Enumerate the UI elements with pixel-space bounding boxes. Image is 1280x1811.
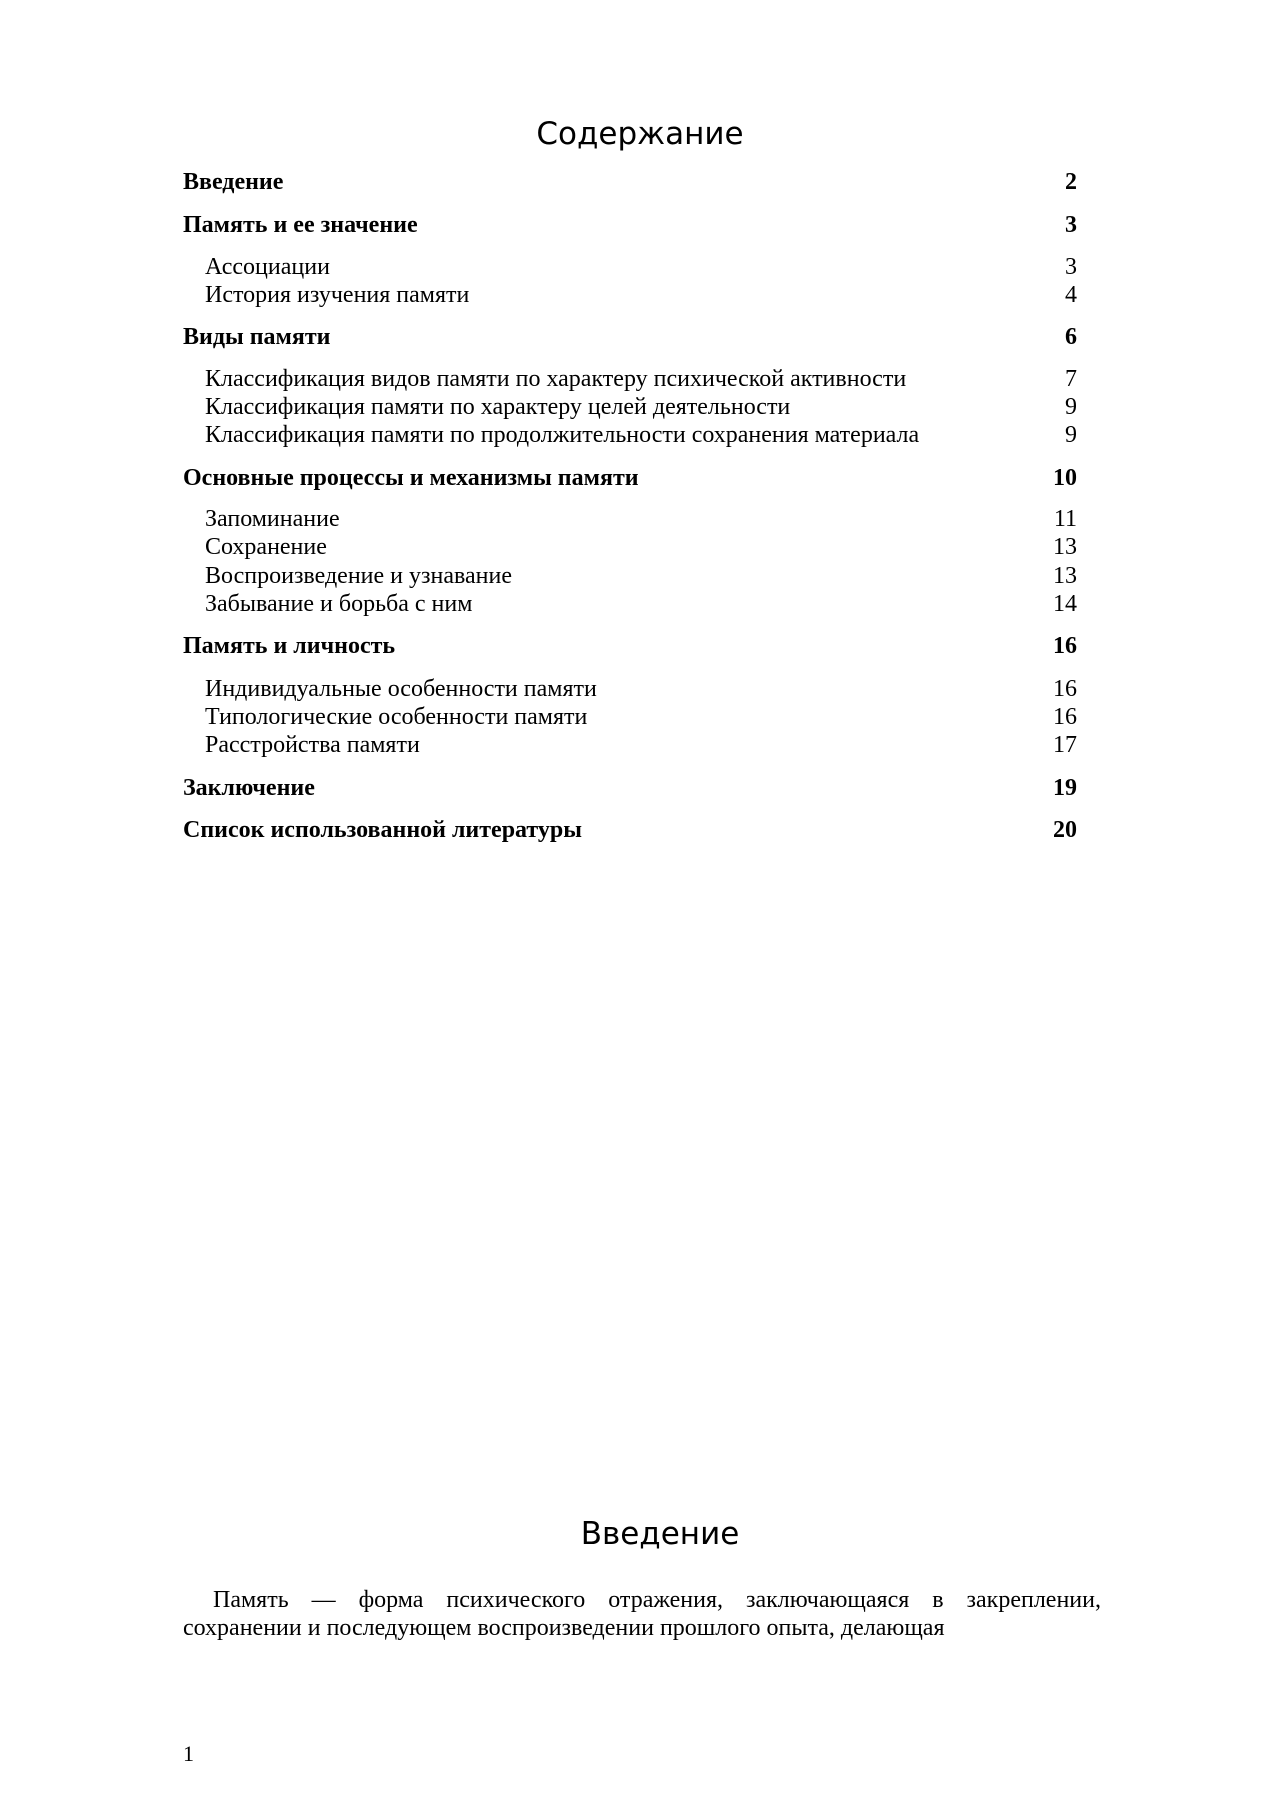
toc-entry-page: 10 bbox=[1053, 465, 1077, 491]
toc-entry-text: Типологические особенности памяти bbox=[205, 704, 588, 730]
toc-entry-text: Забывание и борьба с ним bbox=[205, 591, 473, 617]
toc-entry-page: 9 bbox=[1065, 394, 1077, 420]
toc-entry[interactable] bbox=[205, 281, 1077, 309]
toc-entry-page: 16 bbox=[1053, 676, 1077, 702]
toc-entry-page: 9 bbox=[1065, 422, 1077, 448]
toc-entry[interactable] bbox=[205, 505, 1077, 533]
toc-entry[interactable] bbox=[183, 464, 1077, 492]
toc-entry[interactable] bbox=[183, 816, 1077, 844]
toc-entry-page: 6 bbox=[1065, 324, 1077, 350]
toc-entry-text: История изучения памяти bbox=[205, 282, 470, 308]
toc-entry-page: 2 bbox=[1065, 169, 1077, 195]
toc-entry[interactable] bbox=[205, 421, 1077, 449]
toc-entry[interactable] bbox=[205, 562, 1077, 590]
intro-title: Введение bbox=[580, 1516, 740, 1552]
toc-entry-page: 17 bbox=[1053, 732, 1077, 758]
toc-entry-page: 20 bbox=[1053, 817, 1077, 843]
toc-entry-page: 16 bbox=[1053, 633, 1077, 659]
toc-entry-text: Введение bbox=[183, 169, 284, 195]
toc-entry[interactable] bbox=[183, 211, 1077, 239]
toc-entry-page: 19 bbox=[1053, 775, 1077, 801]
toc-entry-text: Расстройства памяти bbox=[205, 732, 420, 758]
toc-entry-text: Память и ее значение bbox=[183, 212, 418, 238]
toc-entry-text: Виды памяти bbox=[183, 324, 331, 350]
toc-entry-text: Сохранение bbox=[205, 534, 327, 560]
toc-entry-page: 13 bbox=[1053, 534, 1077, 560]
toc-entry-page: 3 bbox=[1065, 212, 1077, 238]
toc-entry-text: Основные процессы и механизмы памяти bbox=[183, 465, 639, 491]
toc-entry-text: Память и личность bbox=[183, 633, 396, 659]
toc-entry-text: Ассоциации bbox=[205, 254, 330, 280]
toc-entry-text: Заключение bbox=[183, 775, 315, 801]
toc-entry[interactable] bbox=[205, 533, 1077, 561]
toc-entry-page: 3 bbox=[1065, 254, 1077, 280]
page-number: 1 bbox=[183, 1741, 194, 1766]
toc-entry-text: Список использованной литературы bbox=[183, 817, 582, 843]
toc-title: Содержание bbox=[536, 116, 744, 152]
toc-entry[interactable] bbox=[205, 675, 1077, 703]
toc-entry-text: Воспроизведение и узнавание bbox=[205, 563, 512, 589]
toc-entry-text: Классификация памяти по продолжительности сохранения материала bbox=[205, 422, 920, 448]
toc-entry-text: Классификация видов памяти по характеру психической активности bbox=[205, 366, 907, 392]
toc-entry[interactable] bbox=[183, 168, 1077, 196]
toc-entry-page: 7 bbox=[1065, 366, 1077, 392]
toc-entry-page: 14 bbox=[1053, 591, 1077, 617]
toc-entry[interactable] bbox=[205, 393, 1077, 421]
intro-paragraph: Память — форма психического отражения, заключающаяся в закреплении, сохранении и последующем воспроизведении прошлого опыта, делающая bbox=[183, 1587, 1101, 1641]
toc-entry-text: Запоминание bbox=[205, 506, 340, 532]
toc-entry[interactable] bbox=[205, 731, 1077, 759]
toc-entry[interactable] bbox=[205, 253, 1077, 281]
toc-entry[interactable] bbox=[205, 590, 1077, 618]
toc-entry[interactable] bbox=[205, 703, 1077, 731]
toc-entry-text: Индивидуальные особенности памяти bbox=[205, 676, 597, 702]
toc-entry-page: 4 bbox=[1065, 282, 1077, 308]
toc-entry[interactable] bbox=[183, 774, 1077, 802]
toc-entry[interactable] bbox=[183, 323, 1077, 351]
toc-entry-text: Классификация памяти по характеру целей деятельности bbox=[205, 394, 791, 420]
toc-entry[interactable] bbox=[183, 632, 1077, 660]
toc-entry-page: 13 bbox=[1053, 563, 1077, 589]
toc-entry-page: 11 bbox=[1053, 506, 1077, 532]
toc-entry-page: 16 bbox=[1053, 704, 1077, 730]
toc-entry[interactable] bbox=[205, 365, 1077, 393]
